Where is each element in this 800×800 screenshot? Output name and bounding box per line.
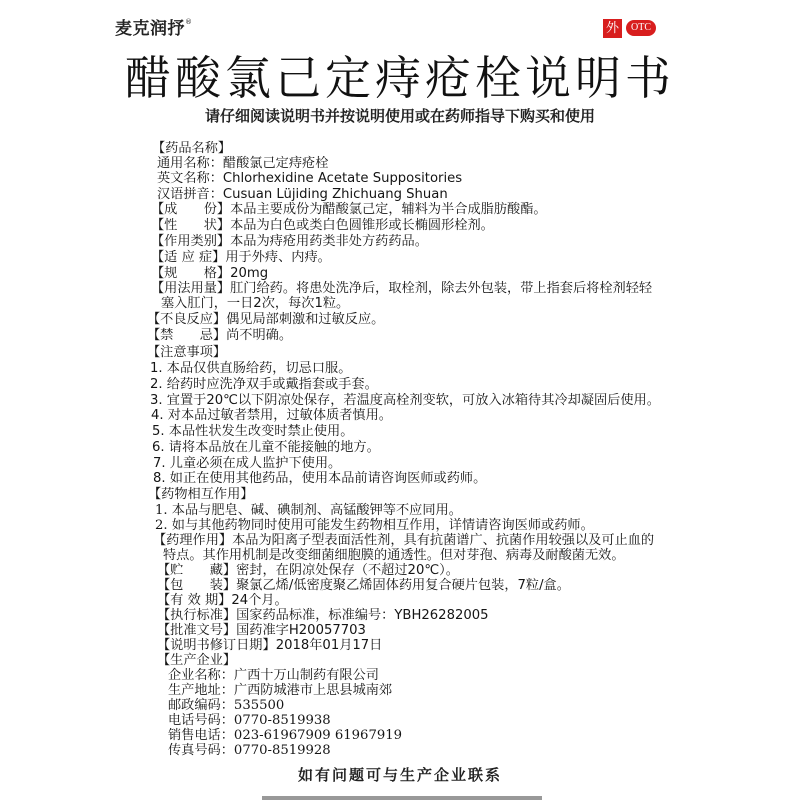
pinyin-name: 汉语拼音：Cusuan Lüjiding Zhichuang Shuan xyxy=(157,187,448,202)
page-title: 醋酸氯己定痔疮栓说明书 xyxy=(125,51,675,105)
storage xyxy=(157,564,459,578)
brand-name: 麦克润抒 xyxy=(115,19,185,39)
footer-contact-note: 如有问题可与生产企业联系 xyxy=(297,766,502,784)
precaution-item: 2. 给药时应洗净双手或戴指套或手套。 xyxy=(150,377,378,392)
registered-mark: ® xyxy=(185,18,193,26)
precaution-item: 5. 本品性状发生改变时禁止使用。 xyxy=(152,424,354,439)
otc-badge: OTC xyxy=(626,20,656,36)
field-value: 本品为阳离子型表面活性剂，具有抗菌谱广、抗菌作用较强以及可止血的 xyxy=(232,533,655,548)
section-interactions: 【药物相互作用】 xyxy=(148,487,254,502)
precaution-item: 7. 儿童必须在成人监护下使用。 xyxy=(153,456,342,471)
adverse-reactions xyxy=(147,313,384,327)
field-label: 【用法用量】 xyxy=(151,281,231,296)
field-value: 本品为白色或类白色圆锥形或长椭圆形栓剂。 xyxy=(230,218,494,233)
precaution-item: 6. 请将本品放在儿童不能接触的地方。 xyxy=(152,440,380,455)
pharmacology-continued: 特点。其作用机制是改变细菌细胞膜的通透性。但对芽孢、病毒及耐酸菌无效。 xyxy=(163,548,625,563)
english-name: 英文名称：Chlorhexidine Acetate Suppositories xyxy=(157,171,463,186)
field-value: 用于外痔、内痔。 xyxy=(225,250,331,265)
dosage-continued: 塞入肛门，一日2次，每次1粒。 xyxy=(161,296,350,311)
field-label: 【贮 藏】 xyxy=(157,563,237,578)
subtitle: 请仔细阅读说明书并按说明使用或在药师指导下购买和使用 xyxy=(204,107,595,125)
section-precautions: 【注意事项】 xyxy=(147,345,227,360)
description xyxy=(151,219,494,233)
sales-phone: 销售电话：023-61967909 61967919 xyxy=(168,728,403,743)
category xyxy=(151,235,428,249)
page-edge-divider xyxy=(262,796,542,800)
field-value: 偶见局部刺激和过敏反应。 xyxy=(226,312,385,327)
pharmacology xyxy=(153,534,654,548)
interaction-item: 2. 如与其他药物同时使用可能发生药物相互作用，详情请咨询医师或药师。 xyxy=(155,518,594,533)
brand-logo xyxy=(115,19,193,39)
precaution-item: 3. 宜置于20℃以下阴凉处保存，若温度高栓剂变软，可放入冰箱待其冷却凝固后使用。 xyxy=(150,393,660,408)
field-value: 本品主要成份为醋酸氯己定，辅料为半合成脂肪酸酯。 xyxy=(230,202,547,217)
field-value: 国家药品标准，标准编号：YBH26282005 xyxy=(236,608,489,623)
company-address: 生产地址：广西防城港市上思县城南郊 xyxy=(168,683,393,698)
field-value: 尚不明确。 xyxy=(226,328,293,343)
field-value: 本品为痔疮用药类非处方药药品。 xyxy=(230,234,428,249)
postcode: 邮政编码：535500 xyxy=(168,698,285,713)
precaution-item: 1. 本品仅供直肠给药，切忌口服。 xyxy=(150,361,352,376)
external-use-badge: 外 xyxy=(603,19,622,38)
contraindications xyxy=(147,329,292,343)
field-label: 【禁 忌】 xyxy=(147,328,227,343)
field-label: 【有 效 期】 xyxy=(157,593,232,608)
standard xyxy=(157,609,489,623)
precaution-item: 4. 对本品过敏者禁用，过敏体质者慎用。 xyxy=(151,408,392,423)
field-label: 【适 应 症】 xyxy=(151,250,226,265)
field-label: 【规 格】 xyxy=(151,266,231,281)
precaution-item: 8. 如正在使用其他药品，使用本品前请咨询医师或药师。 xyxy=(153,471,487,486)
field-value: 密封，在阴凉处保存（不超过20℃）。 xyxy=(236,563,459,578)
field-value: 20mg xyxy=(230,266,269,281)
field-label: 【包 装】 xyxy=(157,578,237,593)
field-label: 【不良反应】 xyxy=(147,312,227,327)
section-manufacturer: 【生产企业】 xyxy=(157,653,237,668)
field-label: 【作用类别】 xyxy=(151,234,231,249)
field-label: 【说明书修订日期】 xyxy=(157,638,276,653)
field-label: 【性 状】 xyxy=(151,218,231,233)
dosage xyxy=(151,282,652,296)
interaction-item: 1. 本品与肥皂、碱、碘制剂、高锰酸钾等不应同用。 xyxy=(155,503,462,518)
strength xyxy=(151,267,268,281)
field-value: 2018年01月17日 xyxy=(275,638,383,653)
generic-name: 通用名称：醋酸氯己定痔疮栓 xyxy=(157,156,329,171)
shelf-life xyxy=(157,594,288,608)
indications xyxy=(151,251,331,265)
field-label: 【执行标准】 xyxy=(157,608,237,623)
package xyxy=(157,579,570,593)
approval-number xyxy=(157,624,366,638)
ingredients xyxy=(151,203,547,217)
field-value: 国药准字H20057703 xyxy=(236,623,366,638)
revision-date xyxy=(157,639,382,653)
field-value: 24个月。 xyxy=(231,593,288,608)
phone: 电话号码：0770-8519938 xyxy=(168,713,331,728)
field-value: 聚氯乙烯/低密度聚乙烯固体药用复合硬片包装，7粒/盒。 xyxy=(236,578,570,593)
field-label: 【批准文号】 xyxy=(157,623,237,638)
field-label: 【药理作用】 xyxy=(153,533,233,548)
section-drug-name: 【药品名称】 xyxy=(152,141,232,156)
field-value: 肛门给药。将患处洗净后，取栓剂，除去外包装，带上指套后将栓剂轻轻 xyxy=(230,281,653,296)
fax: 传真号码：0770-8519928 xyxy=(168,743,331,758)
company-name: 企业名称：广西十万山制药有限公司 xyxy=(168,668,379,683)
field-label: 【成 份】 xyxy=(151,202,231,217)
